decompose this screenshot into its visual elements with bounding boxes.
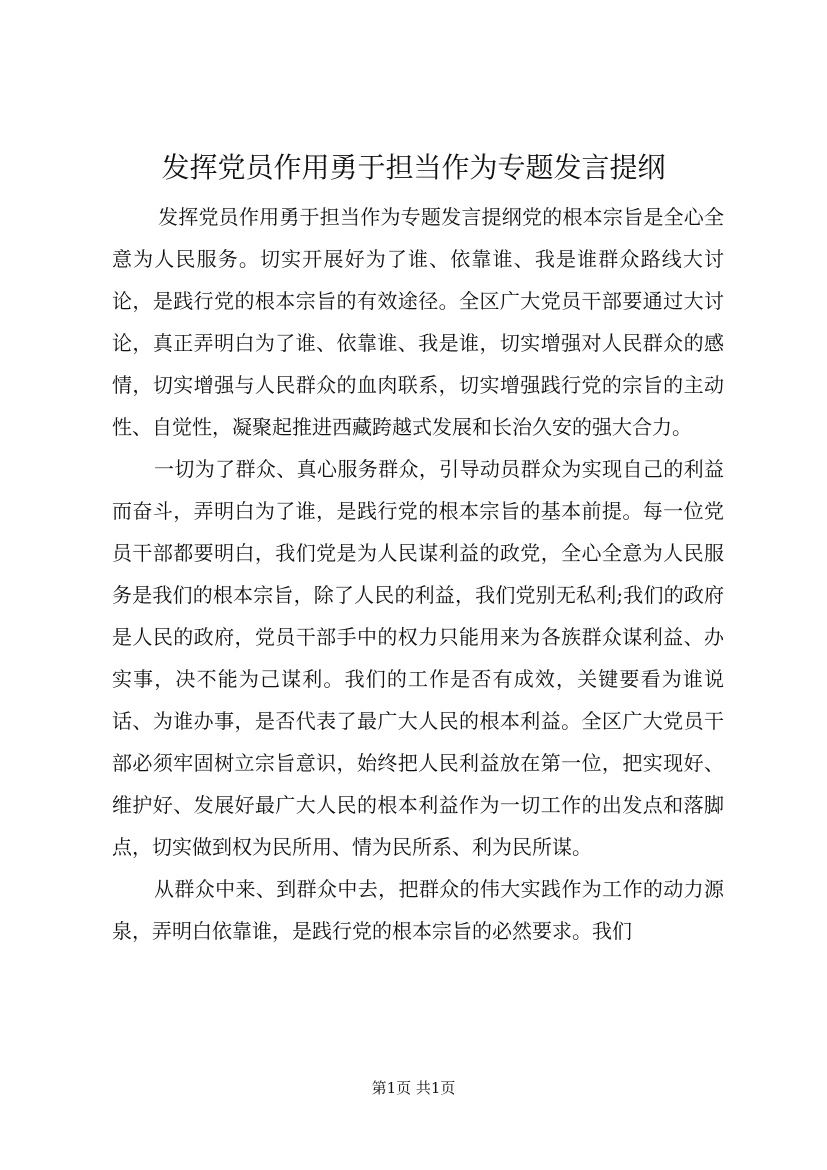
page-number-label: 第1页 共1页 xyxy=(371,1079,456,1097)
paragraph-1: 发挥党员作用勇于担当作为专题发言提纲党的根本宗旨是全心全意为人民服务。切实开展好为了谁、依靠谁、我是谁群众路线大讨论，是践行党的根本宗旨的有效途径。全区广大党员干部要通过大讨论，真正弄明白为了谁、依靠谁、我是谁，切实增强对人民群众的感情，切实增强与人民群众的血肉联系，切实增强践行党的宗旨的主动性、自觉性，凝聚起推进西藏跨越式发展和长治久安的强大合力。 xyxy=(112,205,724,439)
document-body xyxy=(112,196,724,952)
paragraph-3: 从群众中来、到群众中去，把群众的伟大实践作为工作的动力源泉，弄明白依靠谁，是践行党的根本宗旨的必然要求。我们 xyxy=(112,877,724,943)
document-title: 发挥党员作用勇于担当作为专题发言提纲 xyxy=(161,151,666,184)
paragraph-2: 一切为了群众、真心服务群众，引导动员群众为实现自己的利益而奋斗，弄明白为了谁，是践行党的根本宗旨的基本前提。每一位党员干部都要明白，我们党是为人民谋利益的政党，全心全意为人民服务是我们的根本宗旨，除了人民的利益，我们党别无私利;我们的政府是人民的政府，党员干部手中的权力只能用来为各族群众谋利益、办实事，决不能为己谋利。我们的工作是否有成效，关键要看为谁说话、为谁办事，是否代表了最广大人民的根本利益。全区广大党员干部必须牢固树立宗旨意识，始终把人民利益放在第一位，把实现好、维护好、发展好最广大人民的根本利益作为一切工作的出发点和落脚点，切实做到权为民所用、情为民所系、利为民所谋。 xyxy=(112,457,724,859)
page-footer xyxy=(0,1078,827,1098)
